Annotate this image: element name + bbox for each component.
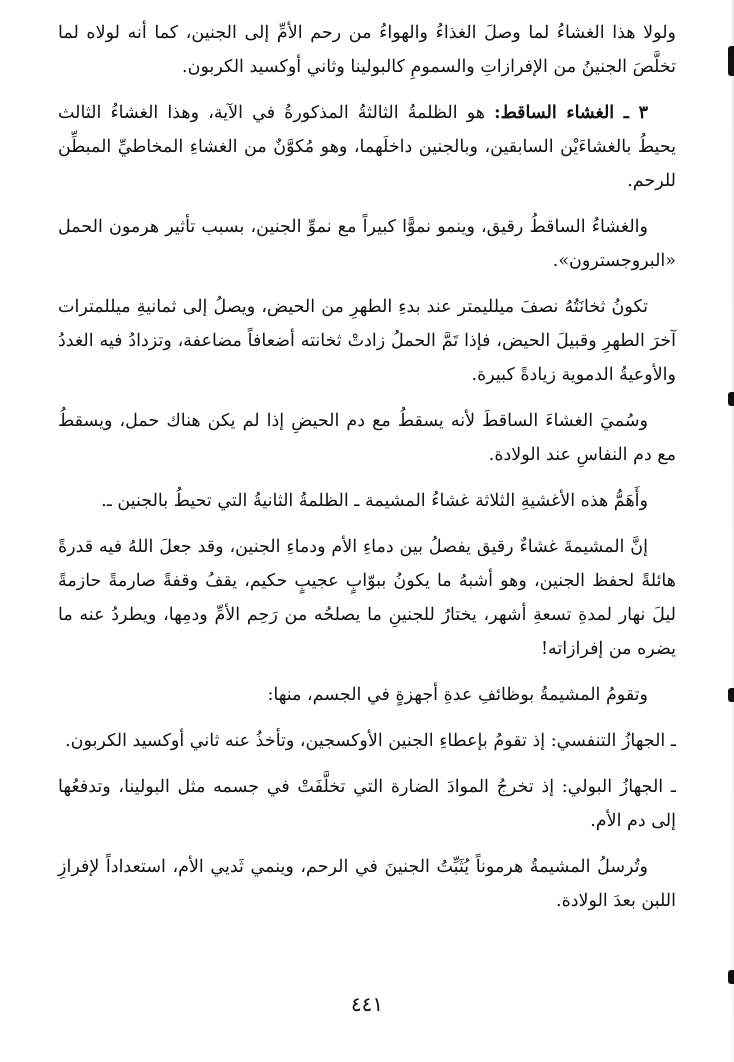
- paragraph-9: [58, 724, 676, 758]
- paragraph-5: [58, 404, 676, 472]
- scan-edge-mark: [728, 46, 734, 76]
- paragraph-text: وتُرسلُ المشيمةُ هرموناً يُثَبِّتُ الجنينَ في الرحم، وينمي ثَديي الأم، استعداداً لإفرازِ اللبن بعدَ الولادة.: [58, 857, 676, 911]
- paragraph-text: هو الظلمةُ الثالثةُ المذكورةُ في الآية، وهذا الغشاءُ الثالث يحيطُ بالغشاءَيْن السابقين، وبالجنين داخلَهما، وهو مُكوَّنٌ من الغشاءِ المخاطيِّ المبطِّن للرحم.: [58, 103, 676, 191]
- paragraph-text: وأَهَمُّ هذه الأغشيةِ الثلاثة غشاءُ المشيمة ـ الظلمةُ الثانيةُ التي تحيطُ بالجنين ـ.: [101, 491, 648, 511]
- paragraph-text: والغشاءُ الساقطُ رقيق، وينمو نموًّا كبيراً مع نموِّ الجنين، بسبب تأثير هرمون الحمل «البروجسترون».: [58, 217, 676, 271]
- paragraph-6: [58, 484, 676, 518]
- paragraph-8: [58, 678, 676, 712]
- paragraph-text: ـ الجهازُ التنفسي: إذ تقومُ بإعطاءِ الجنين الأوكسجين، وتأخذُ عنه ثاني أوكسيد الكربون.: [65, 731, 676, 751]
- scan-edge-mark: [728, 688, 734, 702]
- paragraph-2: [58, 96, 676, 198]
- paragraph-text: تكونُ ثخانَتُهُ نصفَ ميلليمتر عند بدءِ الطهرِ من الحيض، ويصلُ إلى ثمانيةِ ميللمترات آخرَ الطهرِ وقبيلَ الحيض، فإذا تَمَّ الحملُ زادتْ ثخانته أضعافاً مضاعفة، وتزدادُ فيه الغددُ والأوعيةُ الدموية زيادةً كبيرة.: [58, 297, 676, 385]
- paragraph-11: [58, 850, 676, 918]
- page-body-text: [58, 16, 676, 930]
- paragraph-text: وسُميَ الغشاءَ الساقطَ لأنه يسقطُ مع دم الحيضِ إذا لم يكن هناك حمل، ويسقطُ مع دم النفاسِ عند الولادة.: [58, 411, 676, 465]
- paragraph-text: وتقومُ المشيمةُ بوظائفِ عدةِ أجهزةٍ في الجسم، منها:: [267, 685, 648, 705]
- paragraph-10: [58, 770, 676, 838]
- paragraph-3: [58, 210, 676, 278]
- scan-edge-mark: [728, 392, 734, 406]
- paragraph-7: [58, 530, 676, 666]
- section-heading: ٣ ـ الغشاء الساقط:: [494, 103, 648, 123]
- paragraph-text: ـ الجهازُ البولي: إذ تخرجُ الموادَ الضارة التي تخلَّفَتْ في جسمه مثل البولينا، وتدفعُها إلى دم الأم.: [58, 777, 676, 831]
- paragraph-4: [58, 290, 676, 392]
- paragraph-text: ولولا هذا الغشاءُ لما وصلَ الغذاءُ والهواءُ من رحم الأمِّ إلى الجنين، كما أنه لولاه لما تخلَّصَ الجنينُ من الإفرازاتِ والسمومِ كالبولينا وثاني أوكسيد الكربون.: [58, 23, 676, 77]
- paragraph-text: إنَّ المشيمةَ غشاءٌ رقيق يفصلُ بين دماءِ الأم ودماءِ الجنين، وقد جعلَ اللهُ فيه قدرةً هائلةً لحفظ الجنين، وهو أشبهُ ما يكونُ ببوّابٍ عجيبٍ حكيم، يقفُ وقفةً صارمةً حازمةً ليلَ نهار لمدةِ تسعةِ أشهر، يختارُ للجنينِ ما يصلحُه من رَحِم الأمِّ ودمِها، ويطردُ عنه ما يضره من إفرازاته!: [58, 537, 676, 659]
- scan-edge-mark: [728, 970, 734, 984]
- paragraph-1: [58, 16, 676, 84]
- page-number: ٤٤١: [350, 992, 384, 1016]
